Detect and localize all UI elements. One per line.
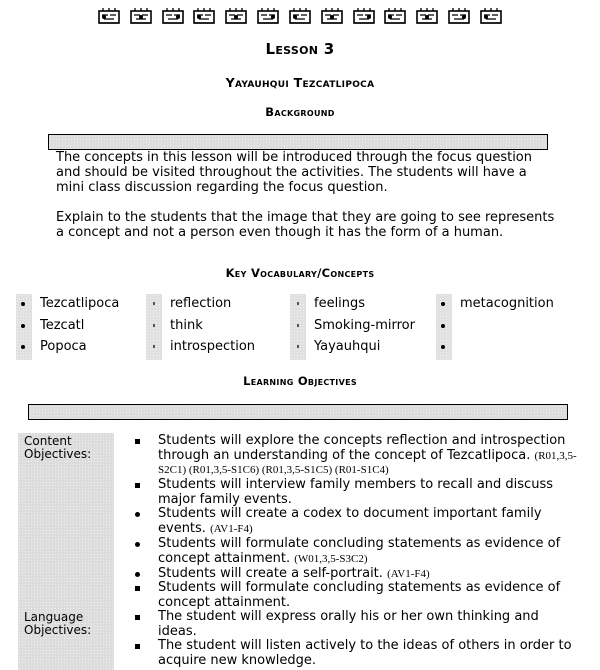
bullet-icon (21, 302, 25, 306)
vocabulary-term: think (170, 317, 203, 333)
square-bullet-icon (135, 439, 140, 444)
square-bullet-icon (135, 586, 140, 591)
aztec-glyph-sun-icon (478, 6, 504, 28)
vocabulary-heading: Key Vocabulary/Concepts (225, 266, 375, 280)
decorative-glyph-band (96, 4, 504, 30)
learning-objectives-heading: Learning Objectives (243, 374, 357, 388)
objective-text: Students will create a self-portrait. (158, 566, 383, 581)
vocabulary-term: Tezcatl (40, 317, 85, 333)
bullet-icon (21, 324, 25, 328)
objective-text: Students will formulate concluding statements as evidence of concept attainment. (158, 580, 561, 610)
vocabulary-term: Smoking-mirror (314, 317, 415, 333)
standards-reference: (R01,3,5-S2C1) (R01,3,5-S1C6) (R01,3,5-S1C5) (R01-S1C4) (158, 449, 577, 476)
lesson-subtitle: Yayauhqui Tezcatlipoca (225, 75, 375, 90)
aztec-glyph-palace-icon (287, 6, 313, 28)
objectives-divider-bar (28, 404, 568, 420)
vocabulary-term: metacognition (460, 296, 554, 311)
language-objectives-label: Language Objectives: (24, 610, 92, 637)
bullet-icon (297, 345, 299, 348)
objective-text: Students will explore the concepts reflection and introspection through an understanding of the concept of Tezcatlipoca. (158, 433, 566, 463)
bullet-icon (297, 324, 299, 327)
aztec-glyph-temple-icon (446, 6, 472, 28)
bullet-icon (297, 302, 299, 305)
square-bullet-icon (135, 483, 140, 488)
bullet-icon (153, 302, 155, 305)
background-paragraph-1: The concepts in this lesson will be introduced through the focus question and should be visited throughout the activities. The students will have a mini class discussion regarding the focus question. (56, 150, 532, 195)
standards-reference: (AV1-F4) (210, 522, 253, 535)
objective-text: The student will listen actively to the ideas of others in order to acquire new knowledge. (158, 638, 572, 668)
bullet-icon (441, 345, 445, 349)
bullet-icon (153, 345, 155, 348)
aztec-glyph-house-icon (414, 6, 440, 28)
bullet-icon (153, 324, 155, 327)
aztec-glyph-temple-icon (128, 6, 154, 28)
content-objectives-label: Content Objectives: (24, 434, 92, 461)
round-bullet-icon (135, 542, 140, 547)
bullet-icon (441, 302, 445, 306)
standards-reference: (W01,3,5-S3C2) (294, 552, 368, 565)
objective-text: The student will express orally his or her own thinking and ideas. (158, 609, 539, 639)
bullet-icon (21, 345, 25, 349)
vocabulary-term: feelings (314, 296, 366, 311)
vocabulary-term: introspection (170, 339, 256, 354)
standards-reference: (AV1-F4) (387, 568, 430, 580)
square-bullet-icon (135, 615, 140, 620)
vocabulary-term: Popoca (40, 339, 87, 354)
background-paragraph-2: Explain to the students that the image that they are going to see represents a concept and not a person even though it has the form of a human. (56, 210, 555, 240)
square-bullet-icon (135, 644, 140, 649)
aztec-glyph-sun-icon (96, 6, 122, 28)
round-bullet-icon (135, 512, 140, 517)
objective-text: Students will formulate concluding statements as evidence of concept attainment. (158, 536, 561, 566)
objective-text: Students will create a codex to document important family events. (158, 506, 542, 536)
background-divider-bar (48, 134, 548, 150)
vocabulary-term: reflection (170, 296, 232, 311)
background-heading: Background (265, 105, 335, 119)
aztec-glyph-cloud-icon (223, 6, 249, 28)
objective-text: Students will interview family members to recall and discuss major family events. (158, 477, 553, 507)
objectives-label-column (18, 433, 114, 670)
aztec-glyph-serpent-icon (191, 6, 217, 28)
round-bullet-icon (135, 572, 140, 577)
aztec-glyph-cloud-icon (351, 6, 377, 28)
vocabulary-term: Yayauhqui (314, 339, 381, 354)
aztec-glyph-serpent-icon (382, 6, 408, 28)
aztec-glyph-house-icon (160, 6, 186, 28)
bullet-icon (441, 324, 445, 328)
lesson-title: Lesson 3 (265, 40, 335, 58)
aztec-glyph-tower-icon (319, 6, 345, 28)
vocabulary-term: Tezcatlipoca (40, 296, 120, 311)
aztec-glyph-tower-icon (255, 6, 281, 28)
